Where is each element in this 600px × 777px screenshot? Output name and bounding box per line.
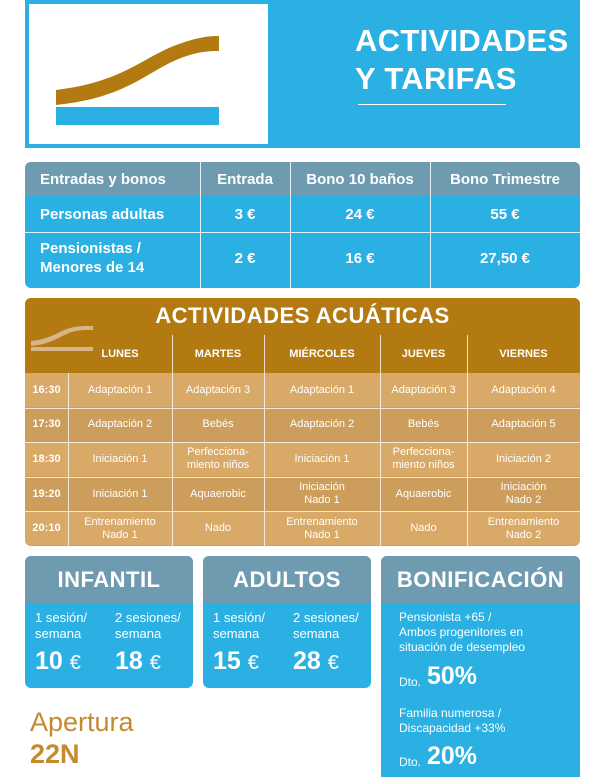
schedule-cell-line: miento niños [186, 459, 250, 472]
page-title-line-1: ACTIVIDADES [355, 23, 569, 58]
adultos-title: ADULTOS [203, 556, 371, 603]
column-header-entries: Entradas y bonos [40, 170, 166, 188]
schedule-cell-tuesday [172, 408, 264, 443]
row-label-pensioners-line-1: Pensionistas / [40, 240, 141, 257]
infantil-option-1-amount: 10 [35, 647, 63, 675]
schedule-cell-line: Adaptación 2 [289, 418, 355, 431]
adultos-option-2-label [293, 610, 359, 642]
infantil-option-1-line-2: semana [35, 626, 82, 641]
schedule-cell-line: Adaptación 5 [491, 418, 556, 431]
schedule-cell-monday [68, 373, 172, 408]
schedule-cell-wednesday [264, 442, 380, 477]
schedule-cell-line: Adaptación 1 [289, 383, 355, 396]
prices-table [25, 162, 580, 288]
schedule-cell-thursday [380, 477, 467, 512]
schedule-cell-thursday [380, 442, 467, 477]
column-header-bono-trimestre: Bono Trimestre [449, 170, 561, 188]
price-pensioners-bono-trimestre: 27,50 € [479, 249, 531, 267]
column-divider [467, 335, 468, 546]
schedule-cell-line: Entrenamiento [84, 515, 156, 528]
schedule-cell-wednesday [264, 408, 380, 443]
schedule-cell-tuesday [172, 373, 264, 408]
adultos-option-1-currency: € [247, 652, 259, 674]
price-pensioners-bono-10: 16 € [345, 249, 375, 267]
bonificacion-2-line-2: Discapacidad +33% [399, 721, 506, 735]
schedule-cell-monday [68, 511, 172, 546]
infantil-option-1-label [35, 610, 87, 642]
schedule-time: 16:30 [32, 383, 61, 396]
adultos-option-1-line-1: 1 sesión/ [213, 610, 266, 625]
header-banner [25, 0, 580, 148]
schedule-cell-line: Iniciación 1 [294, 452, 350, 465]
logo [29, 4, 268, 144]
schedule-cell-line: Bebés [202, 418, 234, 431]
schedule-time: 17:30 [32, 418, 61, 431]
bonificacion-1-line-3: situación de desempleo [399, 640, 526, 654]
schedule-cell-monday [68, 442, 172, 477]
bonificacion-1-dto-label: Dto. [399, 675, 422, 689]
apertura-date: 22N [30, 739, 80, 769]
schedule-cell-line: Iniciación 1 [92, 452, 148, 465]
price-adults-entrada: 3 € [234, 205, 256, 223]
schedule-cell-thursday [380, 373, 467, 408]
infantil-title: INFANTIL [25, 556, 193, 603]
apertura-label: Apertura [30, 707, 134, 737]
schedule-cell-line: Nado [204, 522, 232, 535]
title-divider [358, 104, 506, 105]
schedule-cell-line: Iniciación [299, 481, 345, 494]
row-label-pensioners-line-2: Menores de 14 [40, 259, 145, 276]
infantil-option-2-price [115, 647, 161, 677]
infantil-option-1-price [35, 647, 81, 677]
price-adults-bono-trimestre: 55 € [490, 205, 520, 223]
column-divider [380, 335, 381, 546]
page-title [355, 22, 570, 98]
schedule-cell-line: Adaptación 3 [391, 383, 456, 396]
row-divider [25, 232, 580, 233]
schedule-cell-friday [467, 408, 580, 443]
schedule-cell-line: miento niños [392, 459, 455, 472]
adultos-option-2-line-1: 2 sesiones/ [293, 610, 359, 625]
schedule-cell-wednesday [264, 373, 380, 408]
row-label-adults: Personas adultas [40, 205, 165, 223]
infantil-option-2-amount: 18 [115, 647, 143, 675]
schedule-cell-line: Nado 2 [505, 528, 542, 541]
infantil-option-2-line-1: 2 sesiones/ [115, 610, 181, 625]
schedule-cell-line: Adaptación 2 [87, 418, 153, 431]
infantil-option-2-currency: € [149, 652, 161, 674]
bonificacion-1-line-2: Ambos progenitores en [399, 625, 524, 639]
aquatic-schedule [25, 298, 580, 546]
day-header-monday: LUNES [101, 347, 139, 360]
schedule-cell-line: Aquaerobic [190, 487, 246, 500]
price-adults-bono-10: 24 € [345, 205, 375, 223]
infantil-option-2-line-2: semana [115, 626, 162, 641]
adultos-option-1-price [213, 647, 259, 677]
schedule-cell-tuesday [172, 442, 264, 477]
bonificacion-2-description [399, 706, 505, 736]
schedule-cell-tuesday [172, 511, 264, 546]
adultos-card [203, 556, 371, 688]
column-divider [172, 335, 173, 546]
schedule-cell-line: Nado 1 [304, 494, 340, 507]
column-header-entrada: Entrada [217, 170, 273, 188]
bonificacion-title: BONIFICACIÓN [381, 556, 580, 603]
bonificacion-2-dto-label: Dto. [399, 755, 422, 769]
column-divider [264, 335, 265, 546]
schedule-cell-line: Adaptación 1 [87, 383, 153, 396]
schedule-cell-line: Nado [410, 522, 437, 535]
schedule-cell-line: Adaptación 4 [491, 383, 556, 396]
day-header-tuesday: MARTES [194, 347, 242, 360]
schedule-cell-thursday [380, 511, 467, 546]
schedule-cell-friday [467, 511, 580, 546]
schedule-time: 20:10 [32, 522, 61, 535]
column-divider [68, 373, 69, 546]
price-pensioners-entrada: 2 € [234, 249, 256, 267]
adultos-option-1-amount: 15 [213, 647, 241, 675]
schedule-cell-tuesday [172, 477, 264, 512]
infantil-card [25, 556, 193, 688]
schedule-cell-line: Adaptación 3 [185, 383, 251, 396]
schedule-time: 18:30 [32, 452, 61, 465]
adultos-option-1-line-2: semana [213, 626, 260, 641]
schedule-cell-line: Aquaerobic [395, 487, 452, 500]
row-label-pensioners [40, 234, 200, 282]
schedule-cell-line: Perfecciona- [187, 446, 249, 459]
adultos-option-2-currency: € [327, 652, 339, 674]
schedule-cell-thursday [380, 408, 467, 443]
aquatic-schedule-title: ACTIVIDADES ACUÁTICAS [25, 298, 580, 331]
page-title-line-2: Y TARIFAS [355, 61, 517, 96]
schedule-cell-line: Nado 1 [304, 528, 340, 541]
schedule-cell-friday [467, 373, 580, 408]
day-header-friday: VIERNES [499, 347, 548, 360]
column-header-bono-10: Bono 10 baños [306, 170, 414, 188]
schedule-cell-line: Bebés [407, 418, 440, 431]
schedule-cell-friday [467, 442, 580, 477]
schedule-cell-line: Entrenamiento [286, 515, 358, 528]
schedule-cell-wednesday [264, 477, 380, 512]
day-header-thursday: JUEVES [401, 347, 446, 360]
day-header-wednesday: MIÉRCOLES [289, 347, 355, 360]
schedule-cell-line: Iniciación [500, 481, 547, 494]
schedule-cell-wednesday [264, 511, 380, 546]
adultos-option-2-price [293, 647, 339, 677]
adultos-option-2-amount: 28 [293, 647, 321, 675]
infantil-option-1-line-1: 1 sesión/ [35, 610, 88, 625]
schedule-cell-line: Nado 1 [102, 528, 138, 541]
bonificacion-1-line-1: Pensionista +65 / [399, 610, 492, 624]
schedule-cell-line: Nado 2 [505, 494, 542, 507]
adultos-option-2-line-2: semana [293, 626, 340, 641]
bonificacion-1-percent: 50% [427, 662, 478, 690]
bonificacion-card [381, 556, 580, 777]
schedule-time: 19:20 [32, 487, 61, 500]
infantil-option-1-currency: € [69, 652, 81, 674]
schedule-cell-line: Iniciación 2 [495, 452, 552, 465]
infantil-option-2-label [115, 610, 181, 642]
wave-logo-icon [29, 4, 268, 144]
bonificacion-2-percent: 20% [427, 742, 478, 770]
schedule-cell-line: Perfecciona- [392, 446, 455, 459]
schedule-cell-friday [467, 477, 580, 512]
bonificacion-1-description [399, 610, 525, 655]
schedule-cell-monday [68, 477, 172, 512]
schedule-cell-line: Entrenamiento [487, 515, 560, 528]
schedule-cell-monday [68, 408, 172, 443]
bonificacion-2-line-1: Familia numerosa / [399, 706, 502, 720]
adultos-option-1-label [213, 610, 265, 642]
schedule-cell-line: Iniciación 1 [92, 487, 148, 500]
